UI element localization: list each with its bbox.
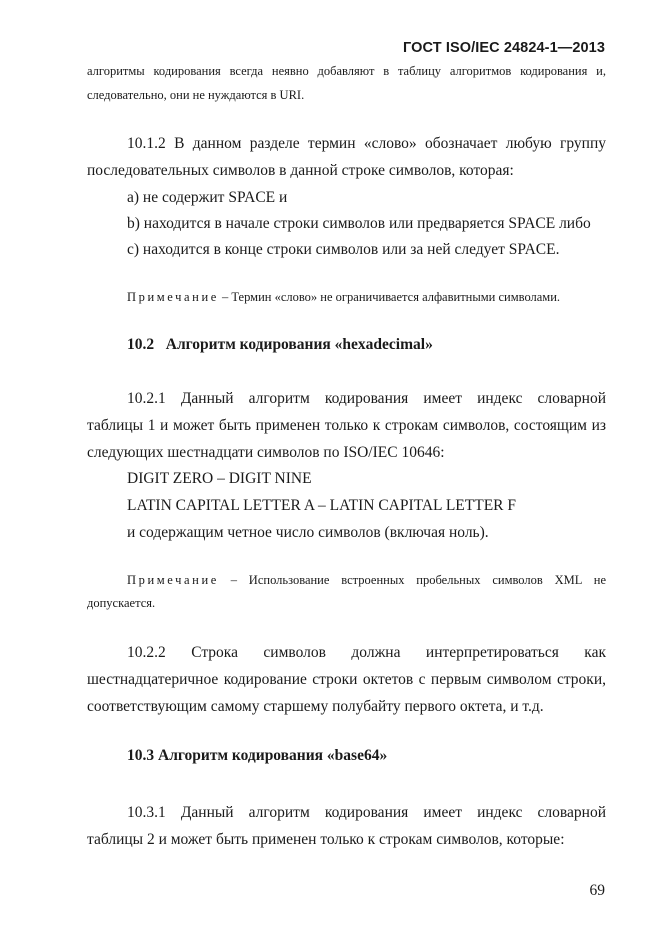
para-10-1-2-line-1: 10.1.2 В данном разделе термин «слово» обозначает любую группу	[127, 135, 606, 152]
note-2-text: – Использование встроенных пробельных символов XML не	[218, 573, 606, 587]
letter-range: LATIN CAPITAL LETTER A – LATIN CAPITAL LETTER F	[127, 497, 516, 514]
document-id-header: ГОСТ ISO/IEC 24824-1—2013	[403, 40, 605, 56]
list-item-c: c) находится в конце строки символов или за ней следует SPACE.	[127, 241, 560, 258]
note-1	[127, 284, 560, 311]
para-10-2-2-line-1: 10.2.2 Строка символов должна интерпретироваться как	[127, 644, 606, 661]
para-10-1-2-line-2: последовательных символов в данной строке символов, которая:	[87, 162, 514, 179]
para-10-2-2-line-3: соответствующим самому старшему полубайту первого октета, и т.д.	[87, 698, 544, 715]
note-2-label: Примечание	[127, 573, 219, 587]
even-count-line: и содержащим четное число символов (включая ноль).	[127, 524, 489, 541]
note-1-label: Примечание	[127, 290, 219, 304]
para-10-3-1-line-1: 10.3.1 Данный алгоритм кодирования имеет индекс словарной	[127, 804, 606, 821]
note-2-line-2: допускается.	[87, 596, 156, 610]
section-10-2-heading: 10.2 Алгоритм кодирования «hexadecimal»	[127, 336, 433, 353]
digit-range: DIGIT ZERO – DIGIT NINE	[127, 470, 312, 487]
list-item-a: a) не содержит SPACE и	[127, 189, 288, 206]
note-1-text: – Термин «слово» не ограничивается алфавитными символами.	[218, 290, 561, 304]
page-number: 69	[589, 882, 605, 899]
intro-line-1: алгоритмы кодирования всегда неявно добавляют в таблицу алгоритмов кодирования и,	[87, 64, 606, 78]
para-10-3-1-line-2: таблицы 2 и может быть применен только к строкам символов, которые:	[87, 831, 565, 848]
section-10-3-heading: 10.3 Алгоритм кодирования «base64»	[127, 747, 388, 764]
intro-line-2: следовательно, они не нуждаются в URI.	[87, 88, 305, 102]
para-10-2-1-line-1: 10.2.1 Данный алгоритм кодирования имеет индекс словарной	[127, 390, 606, 407]
para-10-2-2-line-2: шестнадцатеричное кодирование строки октетов с первым символом строки,	[87, 671, 606, 688]
para-10-2-1-line-2: таблицы 1 и может быть применен только к строкам символов, состоящим из	[87, 417, 606, 434]
para-10-2-1-line-3: следующих шестнадцати символов по ISO/IEC 10646:	[87, 444, 445, 461]
list-item-b: b) находится в начале строки символов или предваряется SPACE либо	[127, 215, 591, 232]
